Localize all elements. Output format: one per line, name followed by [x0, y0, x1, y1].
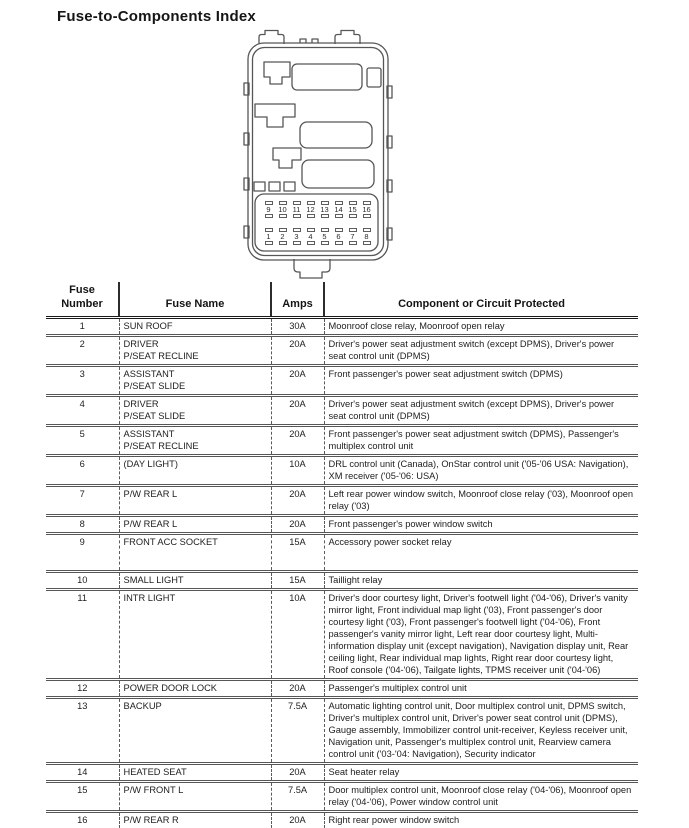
- table-row: [46, 589, 638, 679]
- cell-component: Front passenger's power seat adjustment switch (DPMS), Passenger's multiplex control unit: [324, 425, 638, 455]
- fuse-table-body: [46, 317, 638, 828]
- cell-name: (DAY LIGHT): [119, 455, 271, 485]
- header-component: Component or Circuit Protected: [324, 282, 638, 317]
- cell-name: P/W FRONT L: [119, 781, 271, 811]
- cell-number: 6: [46, 455, 119, 485]
- cell-number: 5: [46, 425, 119, 455]
- table-row: [46, 365, 638, 395]
- cell-number: 12: [46, 679, 119, 697]
- top-left-tab: [259, 31, 284, 45]
- cell-amps: 10A: [271, 455, 324, 485]
- cell-component: Accessory power socket relay: [324, 533, 638, 571]
- cell-component: Left rear power window switch, Moonroof close relay ('03), Moonroof open relay ('03): [324, 485, 638, 515]
- fuse-slot: [361, 228, 372, 245]
- cell-amps: 20A: [271, 365, 324, 395]
- relay-block-middle: [300, 122, 372, 148]
- fuse-number-label: 1: [266, 232, 271, 241]
- fuse-number-label: 6: [336, 232, 341, 241]
- fuse-cap: [279, 214, 287, 218]
- cell-amps: 20A: [271, 763, 324, 781]
- fuse-table-header: [46, 282, 638, 317]
- fuse-number-label: 10: [278, 205, 287, 214]
- fuse-number-label: 12: [306, 205, 315, 214]
- relay-block-top: [292, 64, 362, 90]
- fuse-slot: [333, 228, 344, 245]
- cell-component: Driver's power seat adjustment switch (except DPMS), Driver's power seat control unit (DPMS): [324, 335, 638, 365]
- cell-amps: 10A: [271, 589, 324, 679]
- bottom-tab: [294, 259, 330, 278]
- fuse-number-label: 5: [322, 232, 327, 241]
- fuse-number-label: 16: [362, 205, 371, 214]
- cell-name: DRIVER P/SEAT RECLINE: [119, 335, 271, 365]
- table-row: [46, 781, 638, 811]
- fuse-number-label: 15: [348, 205, 357, 214]
- table-row: [46, 763, 638, 781]
- cell-name: FRONT ACC SOCKET: [119, 533, 271, 571]
- cell-name: P/W REAR R: [119, 811, 271, 828]
- fuse-cap: [307, 214, 315, 218]
- fuse-slot: [305, 201, 316, 218]
- fuse-number-label: 2: [280, 232, 285, 241]
- header-amps: Amps: [271, 282, 324, 317]
- cell-component: Door multiplex control unit, Moonroof close relay ('04-'06), Moonroof open relay ('04-'06), Power window control unit: [324, 781, 638, 811]
- fuse-number-label: 14: [334, 205, 343, 214]
- table-row: [46, 679, 638, 697]
- fuse-cap: [363, 241, 371, 245]
- fuse-number-label: 4: [308, 232, 313, 241]
- cell-component: Right rear power window switch: [324, 811, 638, 828]
- page-title: Fuse-to-Components Index: [57, 8, 256, 25]
- block-top-right: [367, 68, 381, 87]
- cell-component: Taillight relay: [324, 571, 638, 589]
- cell-name: ASSISTANT P/SEAT RECLINE: [119, 425, 271, 455]
- cell-amps: 20A: [271, 811, 324, 828]
- fuse-table: [46, 282, 638, 828]
- cell-component: DRL control unit (Canada), OnStar control unit ('05-'06 USA: Navigation), XM receiver ('05-'06: USA): [324, 455, 638, 485]
- cell-number: 8: [46, 515, 119, 533]
- cell-amps: 7.5A: [271, 697, 324, 763]
- relay-block-lower: [302, 160, 374, 188]
- table-row: [46, 485, 638, 515]
- cell-name: ASSISTANT P/SEAT SLIDE: [119, 365, 271, 395]
- fuse-slot: [277, 201, 288, 218]
- cell-amps: 20A: [271, 515, 324, 533]
- cell-component: Front passenger's power seat adjustment switch (DPMS): [324, 365, 638, 395]
- table-row: [46, 395, 638, 425]
- connector-lower-left: [273, 148, 301, 168]
- cell-number: 10: [46, 571, 119, 589]
- fuse-slot: [347, 228, 358, 245]
- fuse-cap: [293, 214, 301, 218]
- cell-amps: 30A: [271, 317, 324, 335]
- table-row: [46, 425, 638, 455]
- header-fuse-number: Fuse Number: [46, 282, 119, 317]
- fuse-number-label: 3: [294, 232, 299, 241]
- cell-number: 2: [46, 335, 119, 365]
- cell-component: Automatic lighting control unit, Door multiplex control unit, DPMS switch, Driver's multiplex control unit, Driver's power seat control unit (DPMS), Gauge assembly, Immobilizer control unit-receiver, Keyless receiver unit, Navigation unit, Passenger's multiplex control unit, Rearview camera control unit ('03-'04: Navigation), Security indicator: [324, 697, 638, 763]
- fuse-row-bottom: [263, 228, 372, 245]
- top-right-tab: [335, 31, 360, 45]
- fuse-slot: [319, 201, 330, 218]
- cell-name: DRIVER P/SEAT SLIDE: [119, 395, 271, 425]
- fuse-slot: [277, 228, 288, 245]
- cell-amps: 20A: [271, 679, 324, 697]
- cell-name: POWER DOOR LOCK: [119, 679, 271, 697]
- fuse-slot: [291, 201, 302, 218]
- fuse-slot: [263, 228, 274, 245]
- table-row: [46, 811, 638, 828]
- fuse-cap: [335, 241, 343, 245]
- small-connector-squares: [254, 182, 295, 191]
- fuse-number-label: 8: [364, 232, 369, 241]
- cell-component: Driver's door courtesy light, Driver's footwell light ('04-'06), Driver's vanity mirror light, Front individual map light ('03), Front passenger's door courtesy light ('03), Front passenger's footwell light ('04-'06), Front passenger's vanity mirror light, Left rear door courtesy light, Multi-information display unit (except navigation), Navigation display unit, Rear ceiling light, Rear individual map lights, Right rear door courtesy light, Roof console ('04-'06), Tailgate lights, TPMS receiver unit ('04-'06): [324, 589, 638, 679]
- fuse-box-diagram: [240, 28, 396, 284]
- fuse-cap: [349, 241, 357, 245]
- cell-number: 15: [46, 781, 119, 811]
- fuse-slot: [305, 228, 316, 245]
- cell-amps: 20A: [271, 335, 324, 365]
- cell-number: 11: [46, 589, 119, 679]
- cell-name: P/W REAR L: [119, 485, 271, 515]
- cell-name: HEATED SEAT: [119, 763, 271, 781]
- fuse-cap: [363, 214, 371, 218]
- fuse-slot: [263, 201, 274, 218]
- cell-name: INTR LIGHT: [119, 589, 271, 679]
- cell-amps: 20A: [271, 485, 324, 515]
- cell-component: Front passenger's power window switch: [324, 515, 638, 533]
- table-row: [46, 515, 638, 533]
- fuse-number-label: 7: [350, 232, 355, 241]
- cell-name: P/W REAR L: [119, 515, 271, 533]
- cell-amps: 20A: [271, 425, 324, 455]
- fuse-cap: [265, 241, 273, 245]
- table-row: [46, 697, 638, 763]
- table-row: [46, 455, 638, 485]
- cell-name: SMALL LIGHT: [119, 571, 271, 589]
- connector-mid-left: [255, 104, 295, 127]
- fuse-cap: [335, 214, 343, 218]
- cell-name: SUN ROOF: [119, 317, 271, 335]
- fuse-cap: [321, 241, 329, 245]
- table-row: [46, 571, 638, 589]
- cell-component: Driver's power seat adjustment switch (except DPMS), Driver's power seat control unit (DPMS): [324, 395, 638, 425]
- fuse-number-label: 9: [266, 205, 271, 214]
- cell-amps: 7.5A: [271, 781, 324, 811]
- fuse-slot: [319, 228, 330, 245]
- fuse-cap: [349, 214, 357, 218]
- cell-component: Passenger's multiplex control unit: [324, 679, 638, 697]
- cell-number: 1: [46, 317, 119, 335]
- table-row: [46, 317, 638, 335]
- fuse-cap: [307, 241, 315, 245]
- fuse-box-diagram-svg: [240, 28, 396, 284]
- cell-number: 3: [46, 365, 119, 395]
- fuse-slot: [361, 201, 372, 218]
- fuse-row-top: [263, 201, 372, 218]
- cell-number: 13: [46, 697, 119, 763]
- fuse-cap: [321, 214, 329, 218]
- cell-amps: 15A: [271, 571, 324, 589]
- cell-amps: 20A: [271, 395, 324, 425]
- cell-number: 9: [46, 533, 119, 571]
- cell-component: Moonroof close relay, Moonroof open relay: [324, 317, 638, 335]
- cell-number: 14: [46, 763, 119, 781]
- header-fuse-name: Fuse Name: [119, 282, 271, 317]
- fuse-cap: [265, 214, 273, 218]
- cell-number: 16: [46, 811, 119, 828]
- cell-component: Seat heater relay: [324, 763, 638, 781]
- fuse-slot: [347, 201, 358, 218]
- table-row: [46, 335, 638, 365]
- fuse-number-label: 11: [292, 205, 301, 214]
- fuse-cap: [293, 241, 301, 245]
- cell-number: 7: [46, 485, 119, 515]
- table-row: [46, 533, 638, 571]
- fuse-slot: [333, 201, 344, 218]
- connector-top-left: [264, 62, 290, 84]
- fuse-cap: [279, 241, 287, 245]
- cell-amps: 15A: [271, 533, 324, 571]
- cell-number: 4: [46, 395, 119, 425]
- fuse-number-label: 13: [320, 205, 329, 214]
- cell-name: BACKUP: [119, 697, 271, 763]
- fuse-slot: [291, 228, 302, 245]
